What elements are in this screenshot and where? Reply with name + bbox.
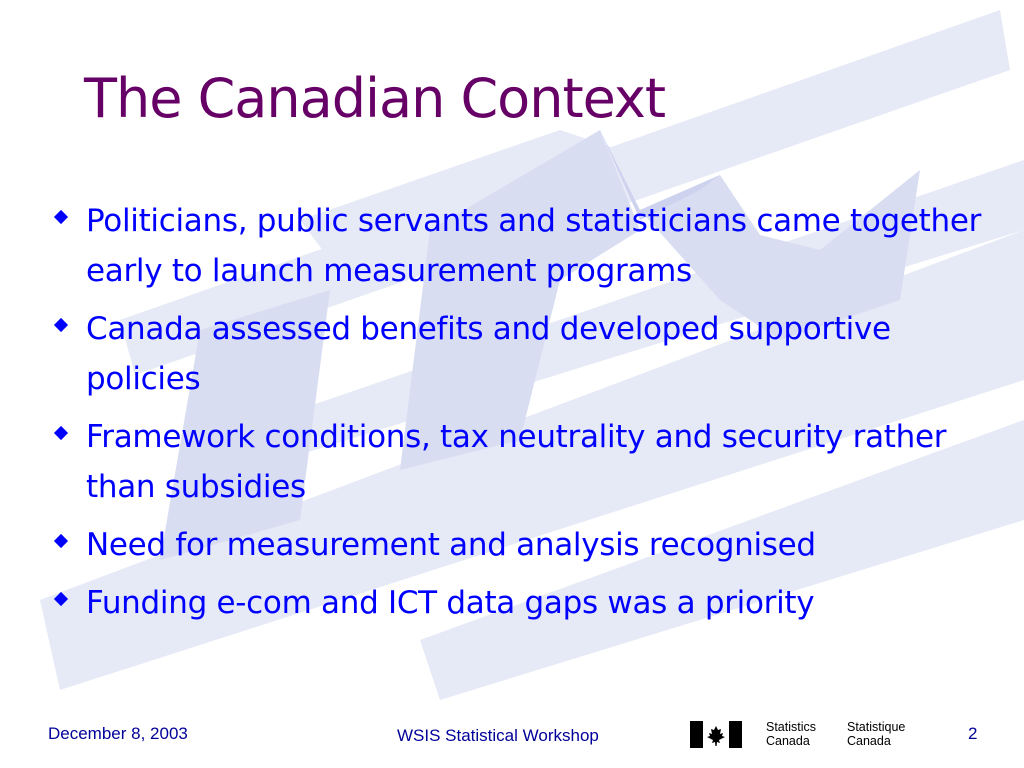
bullet-item: [52, 196, 1012, 296]
wordmark-english-line1: Statistics: [766, 720, 817, 734]
bullet-text: Politicians, public servants and statisticians came together early to launch measurement programs: [86, 203, 982, 289]
statistics-canada-logo: [690, 718, 930, 750]
wordmark-english-line2: Canada: [766, 734, 810, 748]
slide-title: The Canadian Context: [84, 67, 666, 130]
footer-date: December 8, 2003: [48, 724, 188, 743]
wordmark-english: [766, 720, 816, 748]
bullet-text: Canada assessed benefits and developed supportive policies: [86, 311, 891, 397]
canada-flag-icon: [690, 721, 742, 748]
bullet-text: Funding e-com and ICT data gaps was a priority: [86, 585, 815, 621]
wordmark-french: [847, 720, 905, 748]
diamond-bullet-icon: [54, 210, 68, 224]
bullet-item: [52, 578, 1012, 628]
bullet-text: Framework conditions, tax neutrality and security rather than subsidies: [86, 419, 947, 505]
page-number: 2: [968, 724, 978, 743]
bullet-item: [52, 304, 1012, 404]
diamond-bullet-icon: [54, 592, 68, 606]
bullet-list: [52, 196, 1012, 636]
wordmark-french-line1: Statistique: [847, 720, 906, 734]
diamond-bullet-icon: [54, 318, 68, 332]
footer-title: WSIS Statistical Workshop: [397, 726, 599, 745]
diamond-bullet-icon: [54, 534, 68, 548]
diamond-bullet-icon: [54, 426, 68, 440]
bullet-item: [52, 520, 1012, 570]
wordmark-french-line2: Canada: [847, 734, 891, 748]
bullet-item: [52, 412, 1012, 512]
bullet-text: Need for measurement and analysis recognised: [86, 527, 816, 563]
